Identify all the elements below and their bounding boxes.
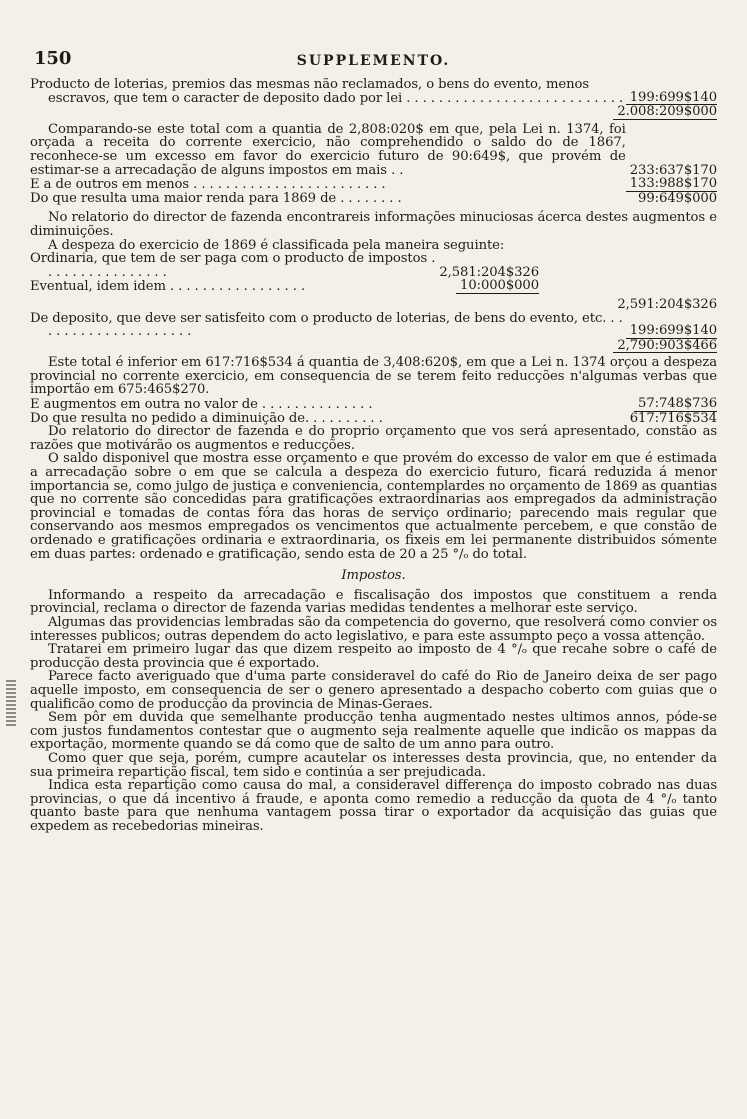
ledger-row-comparando <box>30 123 717 177</box>
ledger-amount-deposito: 199:699$140 <box>626 324 717 339</box>
ledger-row-eventual <box>30 279 717 294</box>
ledger-row-deposito <box>30 312 717 339</box>
ledger-label: Do que resulta no pedido a diminuição de. . . . . . . . . . <box>30 411 383 426</box>
page-number: 150 <box>34 48 72 69</box>
ledger-row-subtotal <box>30 298 717 312</box>
ledger-label: De deposito, que deve ser satisfeito com o producto de loterias, de bens do evento, etc. . . . . . . . . . . . . . . . . . . . . <box>30 311 623 339</box>
paragraph-sem-por: Sem pôr em duvida que semelhante producção tenha augmentado nestes ultimos annos, póde-se com justos fundamentos contestar que o augmento seja realmente aquelle que indicão os mappas da exportação, mormente quando se dá como que de salto de um anno para outro. <box>30 710 717 753</box>
paragraph-informando: Informando a respeito da arrecadação e fiscalisação dos impostos que constituem a renda provincial, reclama o director de fazenda varias medidas tendentes a melhorar este serviço. <box>30 587 717 617</box>
ledger-amount-outros: 133:988$170 <box>626 177 717 192</box>
ledger-label: E a de outros em menos . . . . . . . . . . . . . . . . . . . . . . . . <box>30 178 386 192</box>
ledger-amount-subtotal: 2,591:204$326 <box>617 296 717 312</box>
section-heading-impostos: Impostos. <box>341 568 406 584</box>
paragraph-este-total: Este total é inferior em 617:716$534 á quantia de 3,408:620$, em que a Lei n. 1374 orçou a despeza provincial no corrente exercicio, em consequencia de se terem feito reducções n'algumas verbas que importão em 675:465$270. <box>30 355 717 398</box>
ledger-amount-mais: 233:637$170 <box>629 162 717 178</box>
paragraph-do-relatorio: Do relatorio do director de fazenda e do proprio orçamento que vos será apresentado, constão as razões que motivárão os augmentos e reducções. <box>30 424 717 453</box>
ledger-row-total <box>30 105 717 120</box>
paragraph-algumas: Algumas das providencias lembradas são da competencia do governo, que resolverá como convier os interesses publicos; outras dependem do acto legislativo, e para este assumpto peço a vossa attenção. <box>30 614 717 644</box>
ledger-label: Ordinaria, que tem de ser paga com o producto de impostos . . . . . . . . . . . . . . . . <box>30 252 436 280</box>
ledger-amount: 199:699$140 <box>626 91 717 106</box>
ledger-row-resulta <box>30 192 717 206</box>
ledger-row-outros <box>30 177 717 192</box>
paragraph-saldo: O saldo disponivel que mostra esse orçamento e que provém do excesso de valor em que é estimada a arrecadação sobre o em que se calcula a despeza do exercicio futuro, ficará reduzida á menor importancia se, como julgo de justiça e conveniencia, contemplardes no orçamento de 1869 as quantias que no corrente são concedidas para gratificações extraordinarias aos empregados da administração provincial e tomadas de contas fóra das horas de serviço ordinario; parecendo mais regular que conservando aos mesmos empregados os vencimentos que actualmente percebem, e que constão de ordenado e gratificações ordinaria e extraordinaria, os fixeis em lei permanente distribuidos sómente em duas partes: ordenado e gratificação, sendo esta de 20 a 25 °/ₒ do total. <box>30 451 717 562</box>
ledger-amount-total-despeza: 2,790:903$466 <box>613 339 717 354</box>
ledger-label: Eventual, idem idem . . . . . . . . . . . . . . . . . <box>30 280 305 294</box>
ledger-row-loterias <box>30 78 717 105</box>
ledger-amount-resulta: 99:649$000 <box>638 190 717 206</box>
paragraph-despeza: A despeza do exercicio de 1869 é classificada pela maneira seguinte: <box>48 237 505 253</box>
paragraph-indica: Indica esta repartição como causa do mal, a consideravel differença do imposto cobrado nas duas provincias, o que dá incentivo á fraude, e aponta como remedio a reducção da quota de 4 °/ₒ tanto quanto baste para que nenhuma vantagem possa tirar o exportador da acquisição das guias que expedem as recebedorias mineiras. <box>30 778 717 834</box>
paragraph-tratarei: Tratarei em primeiro lugar das que dizem respeito ao imposto de 4 °/ₒ que recahe sobre o café de producção desta provincia que é exportado. <box>30 642 717 671</box>
ledger-label: Do que resulta uma maior renda para 1869 de . . . . . . . . <box>30 191 402 206</box>
ledger-label: Producto de loterias, premios das mesmas não reclamados, o bens do evento, menos escravos, que tem o caracter de deposito dado por lei . . . . . . . . . . . . . . . . . . . . . . . . . . . <box>30 78 624 106</box>
ledger-amount-diminuicao: 617:716$534 <box>629 410 717 426</box>
paragraph-comparando: Comparando-se este total com a quantia de 2,808:020$ em que, pela Lei n. 1374, foi orçada a receita do corrente exercicio, não comprehendido o saldo do de 1867, reconhece-se um excesso em favor do exercicio futuro de 90:649$, que provém de estimar-se a arrecadação de alguns impostos em mais . . <box>30 122 626 178</box>
ledger-amount-ordinaria: 2,581:204$326 <box>439 264 539 280</box>
paragraph-relatorio: No relatorio do director de fazenda encontrareis informações minuciosas ácerca destes augmentos e diminuições. <box>30 210 717 239</box>
paragraph-como-quer: Como quer que seja, porém, cumpre acautelar os interesses desta provincia, que, no entender da sua primeira repartição fiscal, tem sido e continúa a ser prejudicada. <box>30 750 717 780</box>
ledger-total: 2.008:209$000 <box>613 105 717 120</box>
running-head <box>30 48 717 78</box>
ledger-row-diminuicao <box>30 412 717 426</box>
running-title: SUPPLEMENTO. <box>296 53 451 69</box>
ink-blot <box>6 680 16 728</box>
ledger-amount-augmentos: 57:748$736 <box>634 397 717 412</box>
paragraph-parece: Parece facto averiguado que d'uma parte consideravel do café do Rio de Janeiro deixa de ser pago aquelle imposto, em consequencia de ser o genero apresentado a despacho coberto com guias que o qualificão como de producção da provincia de Minas-Geraes. <box>30 669 717 712</box>
ledger-row-augmentos <box>30 397 717 412</box>
ledger-amount-eventual: 10:000$000 <box>456 279 539 294</box>
ledger-row-ordinaria <box>30 252 717 279</box>
ledger-row-total-despeza <box>30 339 717 354</box>
ledger-label: E augmentos em outra no valor de . . . . . . . . . . . . . . <box>30 398 373 412</box>
